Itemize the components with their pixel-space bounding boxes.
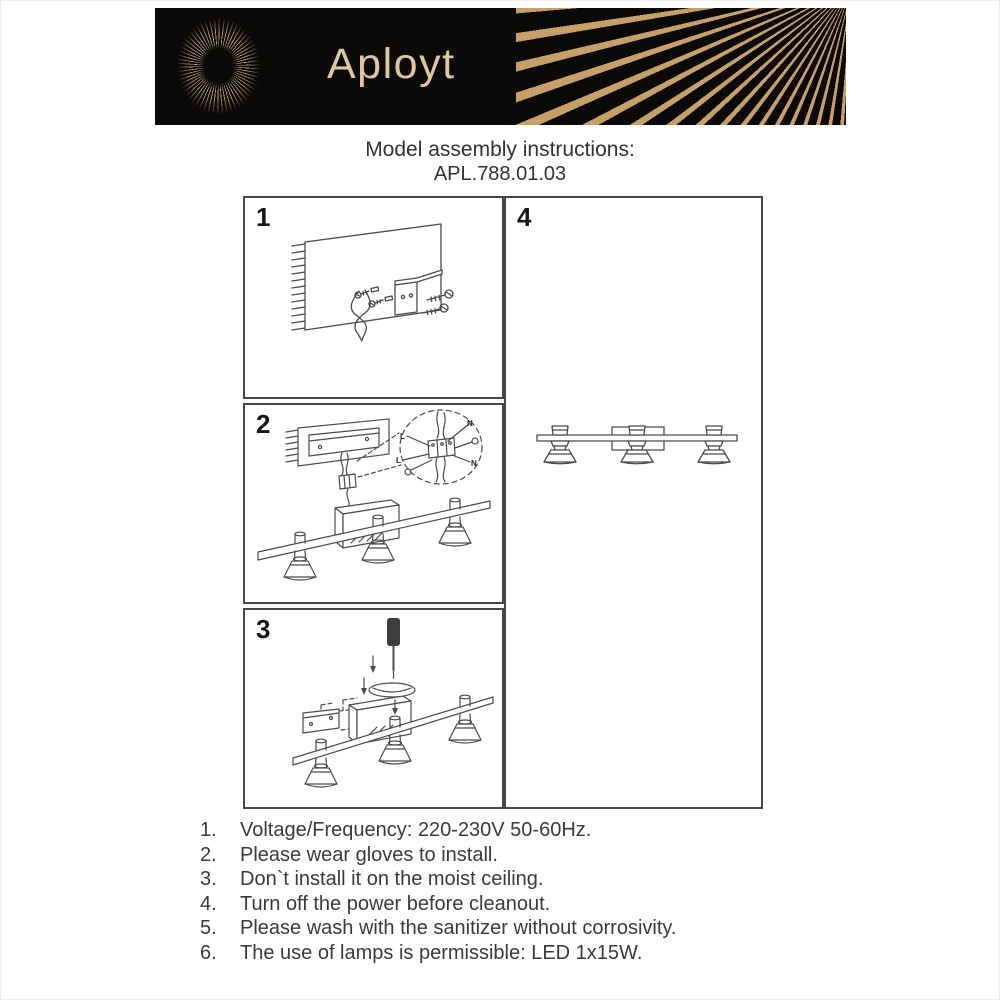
instruction-item xyxy=(200,892,800,917)
step-panel-4 xyxy=(504,196,763,809)
step-3-illustration xyxy=(245,610,502,807)
lamp-shade xyxy=(698,426,730,464)
step-4-illustration xyxy=(506,198,761,807)
step-panel-2 xyxy=(243,403,504,604)
instruction-item xyxy=(200,916,800,941)
instruction-number: 3. xyxy=(200,868,217,890)
instruction-text: Please wash with the sanitizer without corrosivity. xyxy=(240,917,677,939)
screwdriver-icon xyxy=(387,618,400,678)
canopy-cover-ellipse xyxy=(369,683,415,697)
page-title: Model assembly instructions: xyxy=(365,138,635,161)
instruction-item xyxy=(200,843,800,868)
step-number: 3 xyxy=(256,614,271,644)
step-panel-1 xyxy=(243,196,504,399)
instruction-number: 5. xyxy=(200,917,217,939)
wire-label-neutral: N xyxy=(467,419,473,428)
lamp-shade xyxy=(439,498,471,546)
corner-rays-icon xyxy=(516,8,846,125)
instruction-text: Turn off the power before cleanout. xyxy=(240,892,551,915)
instruction-text: Voltage/Frequency: 220-230V 50-60Hz. xyxy=(240,819,592,841)
brand-banner xyxy=(155,8,846,125)
instruction-number: 2. xyxy=(200,843,217,866)
step-1-illustration xyxy=(245,198,502,397)
lamp-shade xyxy=(284,532,316,580)
step-panel-3 xyxy=(243,608,504,809)
instruction-number: 6. xyxy=(200,941,217,964)
instruction-item xyxy=(200,941,800,966)
lamp-shade xyxy=(544,426,576,464)
instruction-item xyxy=(200,867,800,892)
wall-hatching xyxy=(286,430,298,462)
wire-label-live: L xyxy=(400,432,405,441)
step-number: 2 xyxy=(256,409,271,439)
safety-instructions-list xyxy=(200,818,800,965)
sunburst-logo-icon xyxy=(171,11,266,121)
instruction-item xyxy=(200,818,800,843)
instruction-text: Don`t install it on the moist ceiling. xyxy=(240,868,544,890)
brand-wordmark: Aployt xyxy=(327,39,456,88)
instruction-text: The use of lamps is permissible: LED 1x15W. xyxy=(240,941,643,964)
fixture-bar xyxy=(537,435,737,441)
instruction-number: 1. xyxy=(200,819,217,841)
step-number: 1 xyxy=(256,202,271,232)
step-2-illustration xyxy=(245,405,502,602)
bracket-plate xyxy=(303,709,339,733)
instruction-text: Please wear gloves to install. xyxy=(240,843,498,866)
wire-label-live: L xyxy=(396,456,401,465)
model-code: APL.788.01.03 xyxy=(433,163,567,185)
wall-hatching xyxy=(292,244,305,330)
step-number: 4 xyxy=(517,202,532,232)
instruction-number: 4. xyxy=(200,892,217,915)
wire-label-neutral: N xyxy=(471,459,477,468)
